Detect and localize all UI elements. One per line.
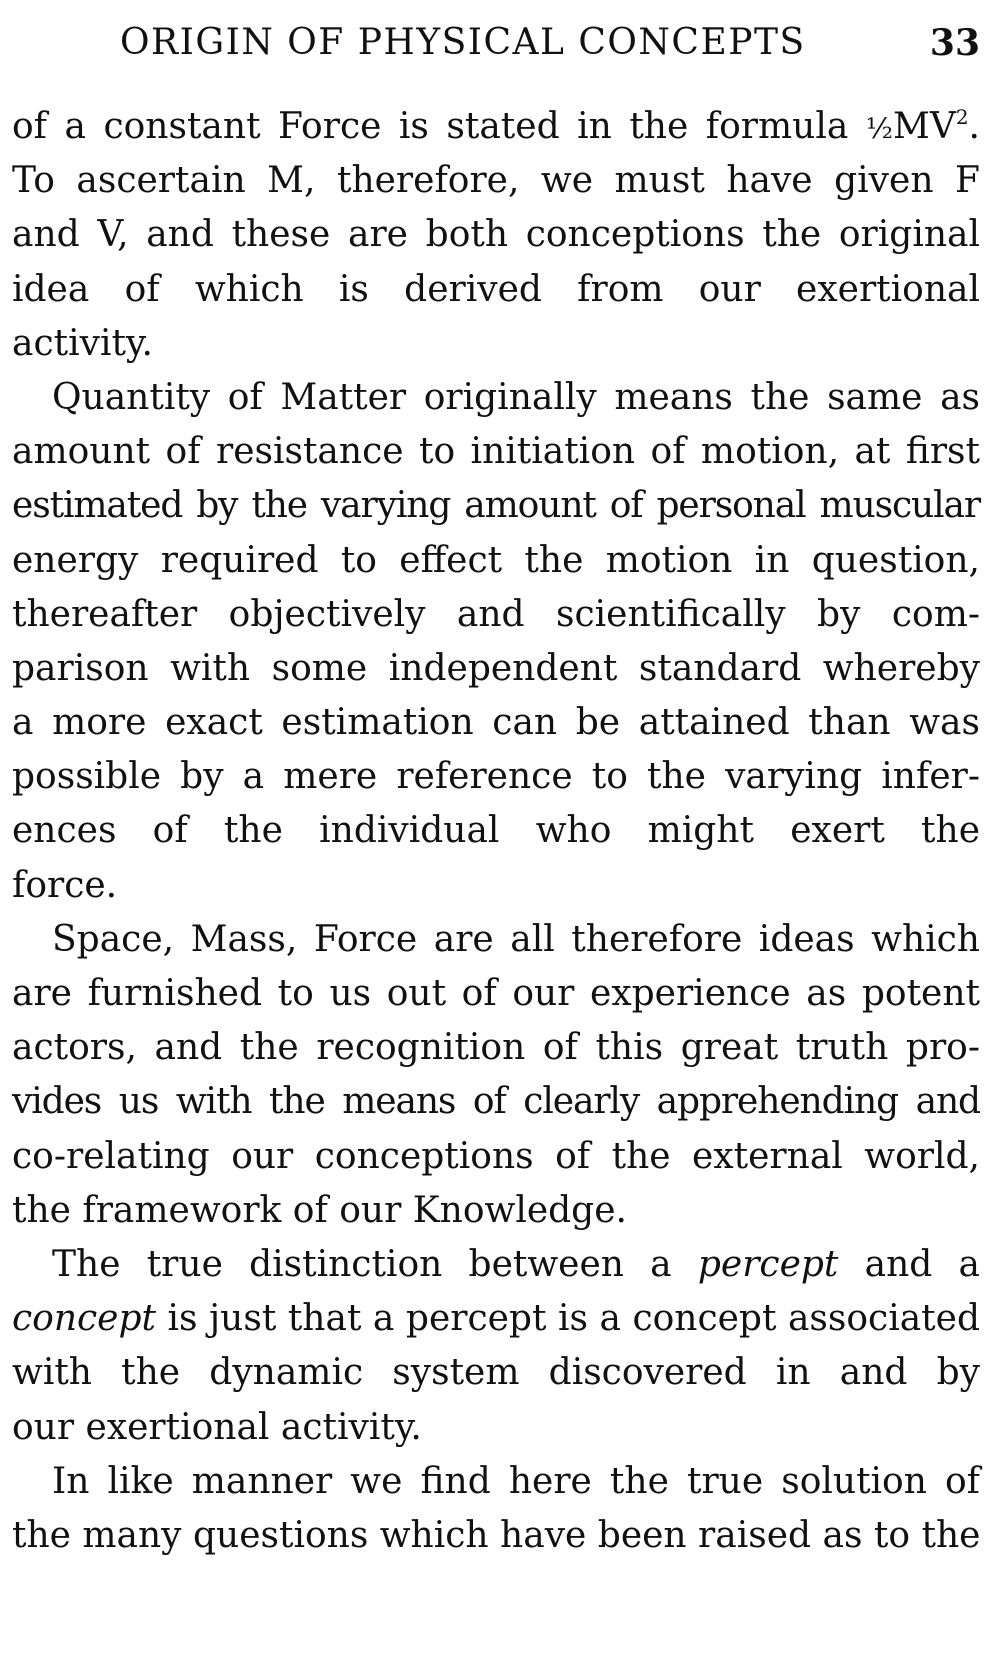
paragraph-1 bbox=[12, 100, 980, 371]
text-line: amount of resistance to initiation of motion, at first bbox=[12, 431, 980, 473]
text-line: ences of the individual who might exert the bbox=[12, 810, 980, 852]
text-line: a more exact estimation can be attained than was bbox=[12, 702, 980, 744]
text-line: Quantity of Matter originally means the same as bbox=[52, 376, 980, 418]
paragraph-5 bbox=[12, 1455, 980, 1563]
text-line: vides us with the means of clearly apprehending and bbox=[12, 1081, 980, 1123]
line-segment: and a bbox=[838, 1243, 980, 1285]
running-title: ORIGIN OF PHYSICAL CONCEPTS bbox=[120, 22, 806, 63]
running-head bbox=[12, 18, 980, 74]
text-line bbox=[12, 100, 980, 154]
text-line: Space, Mass, Force are all therefore ideas which bbox=[52, 918, 980, 960]
line-segment: MV bbox=[892, 106, 956, 147]
text-line: parison with some independent standard whereby bbox=[12, 647, 980, 689]
text-line: activity. bbox=[12, 322, 153, 364]
text-line: idea of which is derived from our exertional bbox=[12, 268, 980, 310]
paragraph-2 bbox=[12, 371, 980, 913]
text-line: our exertional activity. bbox=[12, 1406, 422, 1448]
italic-term-percept: percept bbox=[697, 1243, 839, 1285]
page-number: 33 bbox=[929, 22, 980, 64]
text-line: thereafter objectively and scientifically by com- bbox=[12, 593, 980, 635]
italic-term-concept: concept bbox=[12, 1298, 156, 1340]
text-line: co-relating our conceptions of the external world, bbox=[12, 1135, 980, 1177]
paragraph-3 bbox=[12, 913, 980, 1238]
text-line: the many questions which have been raised as to the bbox=[12, 1514, 981, 1556]
text-line bbox=[12, 1238, 980, 1292]
text-line: with the dynamic system discovered in and by bbox=[12, 1352, 980, 1394]
line-segment: is just that a percept is a concept associated bbox=[156, 1298, 980, 1340]
line-segment: . bbox=[968, 106, 980, 147]
text-line: possible by a mere reference to the varying infer- bbox=[12, 756, 980, 798]
text-line bbox=[12, 1292, 980, 1346]
text-line: are furnished to us out of our experience as potent bbox=[12, 973, 980, 1014]
superscript: 2 bbox=[955, 105, 969, 129]
line-segment: of a constant Force is stated in the formula bbox=[12, 106, 866, 147]
paragraph-4 bbox=[12, 1238, 980, 1455]
line-segment: The true distinction between a bbox=[52, 1243, 698, 1285]
text-line: the framework of our Knowledge. bbox=[12, 1189, 627, 1231]
text-line: and V, and these are both conceptions the original bbox=[12, 214, 980, 256]
fraction: ½ bbox=[865, 112, 893, 145]
text-line: To ascertain M, therefore, we must have given F bbox=[12, 160, 980, 202]
body-text bbox=[12, 100, 980, 1563]
text-line: estimated by the varying amount of personal muscular bbox=[12, 485, 980, 527]
text-line: actors, and the recognition of this great truth pro- bbox=[12, 1027, 980, 1069]
text-line: In like manner we find here the true solution of bbox=[52, 1460, 980, 1502]
text-line: force. bbox=[12, 864, 118, 906]
text-line: energy required to effect the motion in question, bbox=[12, 539, 980, 581]
